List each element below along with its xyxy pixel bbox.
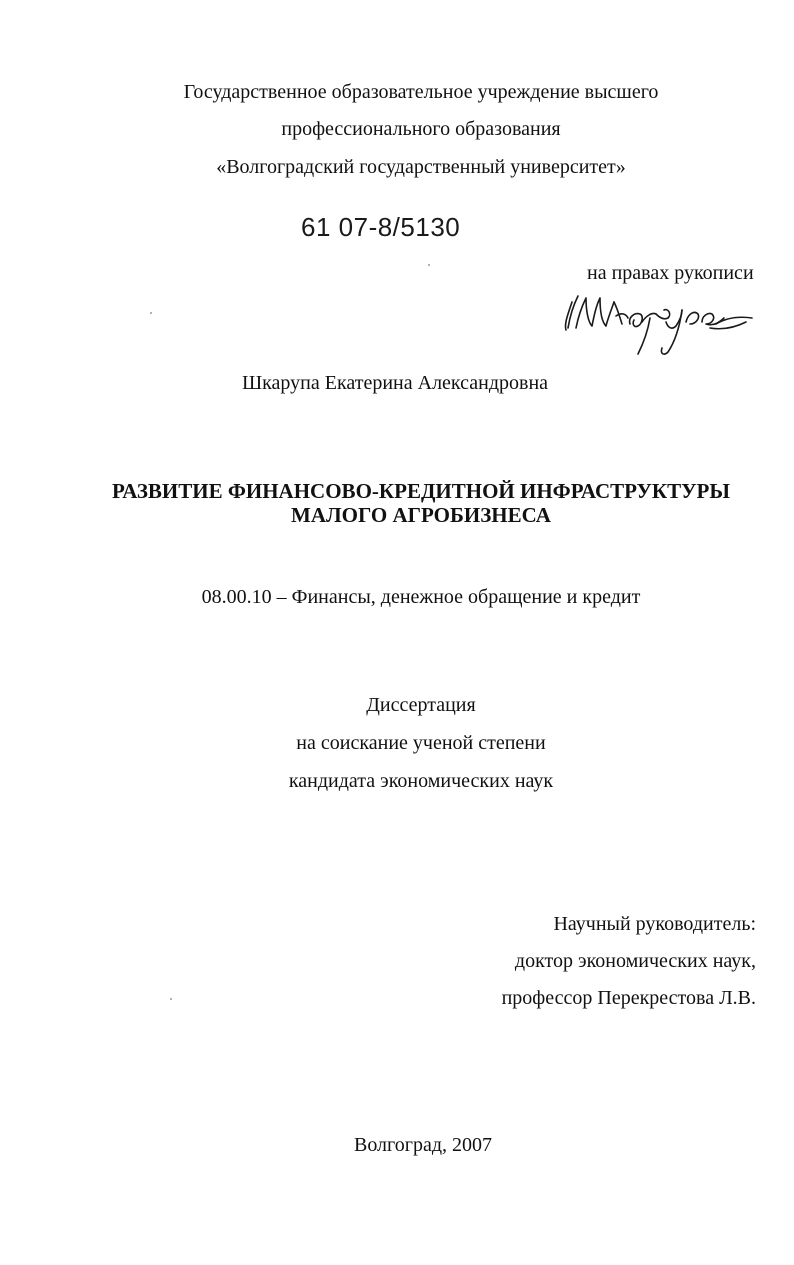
author-name: Шкарупа Екатерина Александровна xyxy=(241,372,549,394)
dissertation-title-line-2: МАЛОГО АГРОБИЗНЕСА xyxy=(291,503,551,527)
institution-line-1: Государственное образовательное учреждение высшего xyxy=(183,81,659,103)
supervisor-label: Научный руководитель: xyxy=(553,913,756,935)
degree-line-3: кандидата экономических наук xyxy=(288,770,554,792)
scan-speck xyxy=(170,998,172,1000)
rights-note: на правах рукописи xyxy=(587,262,754,284)
degree-line-2: на соискание ученой степени xyxy=(296,732,546,754)
handwritten-signature xyxy=(556,288,766,360)
supervisor-degree: доктор экономических наук, xyxy=(514,950,756,972)
institution-line-2: профессионального образования xyxy=(281,118,561,140)
scan-speck xyxy=(150,312,152,314)
specialty-code: 08.00.10 – Финансы, денежное обращение и кредит xyxy=(201,586,641,608)
dissertation-title-line-1: РАЗВИТИЕ ФИНАНСОВО-КРЕДИТНОЙ ИНФРАСТРУКТУРЫ xyxy=(112,479,730,503)
institution-line-3: «Волгоградский государственный университет» xyxy=(216,156,626,178)
degree-line-1: Диссертация xyxy=(366,694,476,716)
scan-speck xyxy=(428,264,430,266)
city-year: Волгоград, 2007 xyxy=(353,1134,493,1156)
supervisor-name: профессор Перекрестова Л.В. xyxy=(501,987,756,1009)
archive-code: 61 07-8/5130 xyxy=(301,212,461,242)
